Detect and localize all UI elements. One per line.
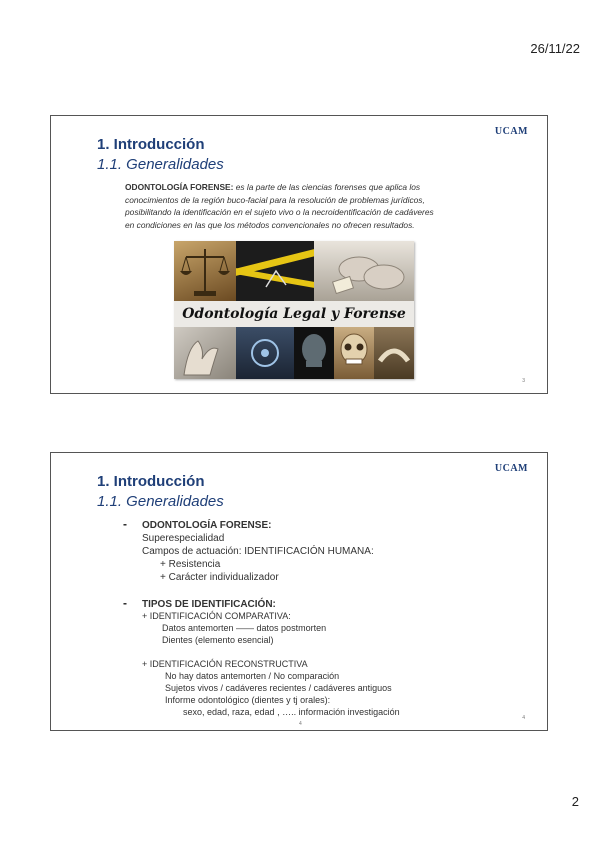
- text-line: Sujetos vivos / cadáveres recientes / cadáveres antiguos: [165, 683, 392, 693]
- definition-line: posibilitando la identificación en el sujeto vivo o la necroidentificación de cadáveres: [125, 207, 434, 217]
- sub-item: + Resistencia: [160, 559, 221, 570]
- banner-title: Odontología Legal y Forense: [174, 301, 414, 327]
- xray-skull-image: [294, 327, 334, 379]
- sub-item: + Carácter individualizador: [160, 572, 279, 583]
- subsection-heading: + IDENTIFICACIÓN COMPARATIVA:: [142, 611, 291, 621]
- text-line: Campos de actuación: IDENTIFICACIÓN HUMANA:: [142, 546, 374, 557]
- crime-scene-tape-image: [236, 241, 314, 301]
- slide-number: 3: [522, 378, 525, 384]
- text-line: No hay datos antemorten / No comparación: [165, 671, 340, 681]
- dental-remains-image: [374, 327, 414, 379]
- ucam-logo: UCAM: [494, 126, 528, 137]
- section-heading: ODONTOLOGÍA FORENSE:: [142, 520, 272, 531]
- skull-teeth-image: [334, 327, 374, 379]
- forensic-lab-image: [236, 327, 294, 379]
- definition-line: es la parte de las ciencias forenses que aplica los: [233, 182, 421, 192]
- definition-line: conocimientos de la región buco-facial para la resolución de problemas jurídicos,: [125, 194, 425, 205]
- slide-subtitle: 1.1. Generalidades: [97, 156, 224, 173]
- text-line: Datos antemorten —— datos postmorten: [162, 623, 327, 633]
- ucam-logo: UCAM: [494, 463, 528, 474]
- scales-of-justice-image: [174, 241, 236, 301]
- text-line: Dientes (elemento esencial): [162, 635, 274, 645]
- page-number: 2: [571, 794, 579, 809]
- slide-subtitle: 1.1. Generalidades: [97, 493, 224, 510]
- toe-tag-feet-image: [314, 241, 414, 301]
- definition-line: en condiciones en las que los métodos convencionales no ofrecen resultados.: [125, 219, 415, 230]
- text-line: Informe odontológico (dientes y tj orales):: [165, 695, 331, 705]
- section-heading: TIPOS DE IDENTIFICACIÓN:: [142, 599, 276, 610]
- forensic-banner-image: [174, 241, 414, 379]
- text-line: sexo, edad, raza, edad , ….. información investigación: [183, 707, 400, 717]
- definition-paragraph: [125, 181, 505, 231]
- subsection-heading: + IDENTIFICACIÓN RECONSTRUCTIVA: [142, 659, 308, 669]
- page-date: 26/11/22: [530, 41, 580, 56]
- slide-3: [50, 115, 548, 394]
- slide-title: 1. Introducción: [97, 473, 205, 490]
- bullet-dash: -: [123, 596, 127, 610]
- slide-4: [50, 452, 548, 731]
- hand-fingerprint-image: [174, 327, 236, 379]
- footer-number: 4: [299, 721, 302, 727]
- text-line: Superespecialidad: [142, 533, 225, 544]
- slide-title: 1. Introducción: [97, 136, 205, 153]
- bullet-dash: -: [123, 517, 127, 531]
- definition-term: ODONTOLOGÍA FORENSE:: [125, 182, 234, 192]
- slide-number: 4: [522, 715, 525, 721]
